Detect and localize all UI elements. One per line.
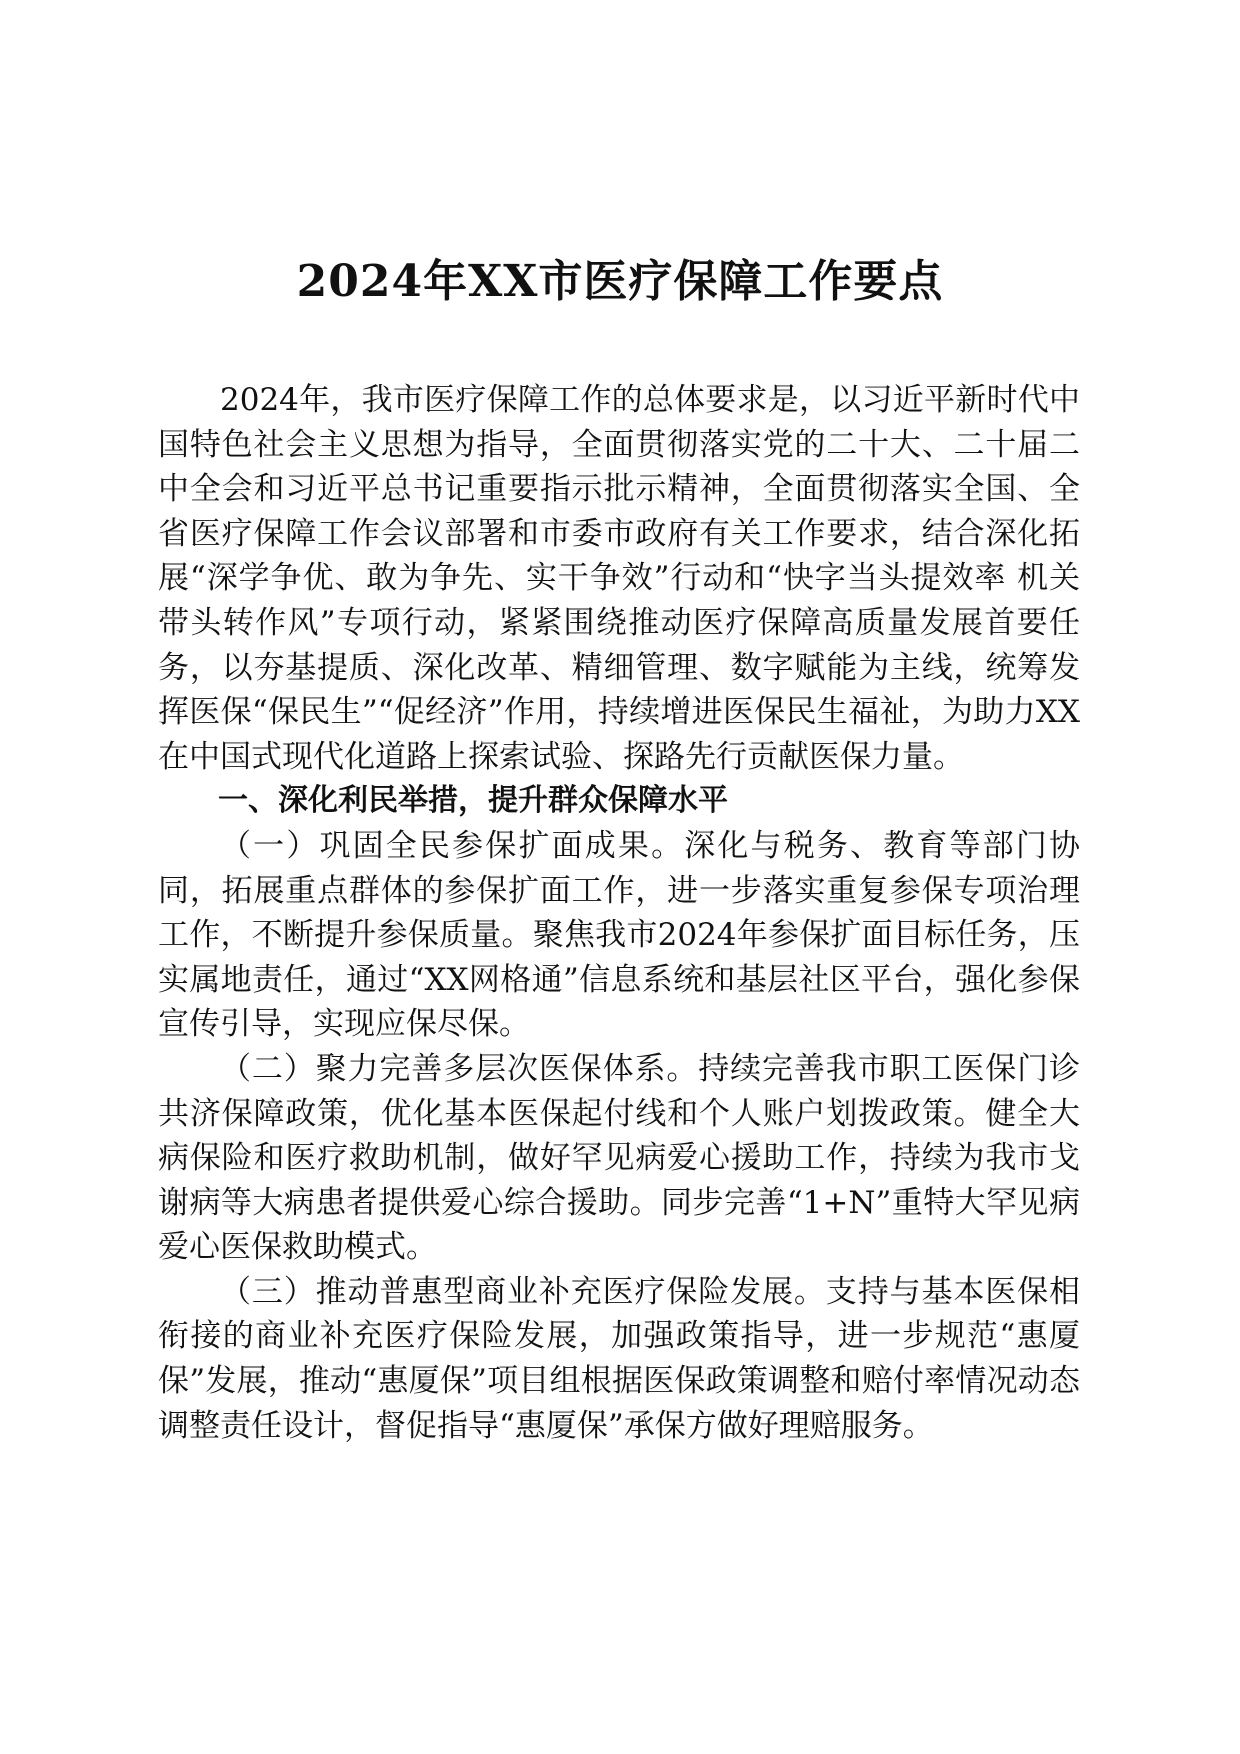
section-heading: 一、深化利民举措，提升群众保障水平 [218,783,728,819]
item-paragraph-1: （一）巩固全民参保扩面成果。深化与税务、教育等部门协同，拓展重点群体的参保扩面工作，进一步落实重复参保专项治理工作，不断提升参保质量。聚焦我市2024年参保扩面目标任务，压实属地责任，通过“XX网格通”信息系统和基层社区平台，强化参保宣传引导，实现应保尽保。 [158,827,1080,1043]
intro-paragraph: 2024年，我市医疗保障工作的总体要求是，以习近平新时代中国特色社会主义思想为指导，全面贯彻落实党的二十大、二十届二中全会和习近平总书记重要指示批示精神，全面贯彻落实全国、全省医疗保障工作会议部署和市委市政府有关工作要求，结合深化拓展“深学争优、敢为争先、实干争效”行动和“快字当头提效率 机关带头转作风”专项行动，紧紧围绕推动医疗保障高质量发展首要任务，以夯基提质、深化改革、精细管理、数字赋能为主线，统筹发挥医保“保民生”“促经济”作用，持续增进医保民生福祉，为助力XX在中国式现代化道路上探索试验、探路先行贡献医保力量。 [158,382,1080,775]
document-body [158,378,1080,1448]
item-paragraph-3: （三）推动普惠型商业补充医疗保险发展。支持与基本医保相衔接的商业补充医疗保险发展，加强政策指导，进一步规范“惠厦保”发展，推动“惠厦保”项目组根据医保政策调整和赔付率情况动态调整责任设计，督促指导“惠厦保”承保方做好理赔服务。 [158,1273,1080,1444]
document-title: 2024年XX市医疗保障工作要点 [296,256,944,307]
item-paragraph-2: （二）聚力完善多层次医保体系。持续完善我市职工医保门诊共济保障政策，优化基本医保起付线和个人账户划拨政策。健全大病保险和医疗救助机制，做好罕见病爱心援助工作，持续为我市戈谢病等大病患者提供爱心综合援助。同步完善“1+N”重特大罕见病爱心医保救助模式。 [158,1050,1080,1266]
